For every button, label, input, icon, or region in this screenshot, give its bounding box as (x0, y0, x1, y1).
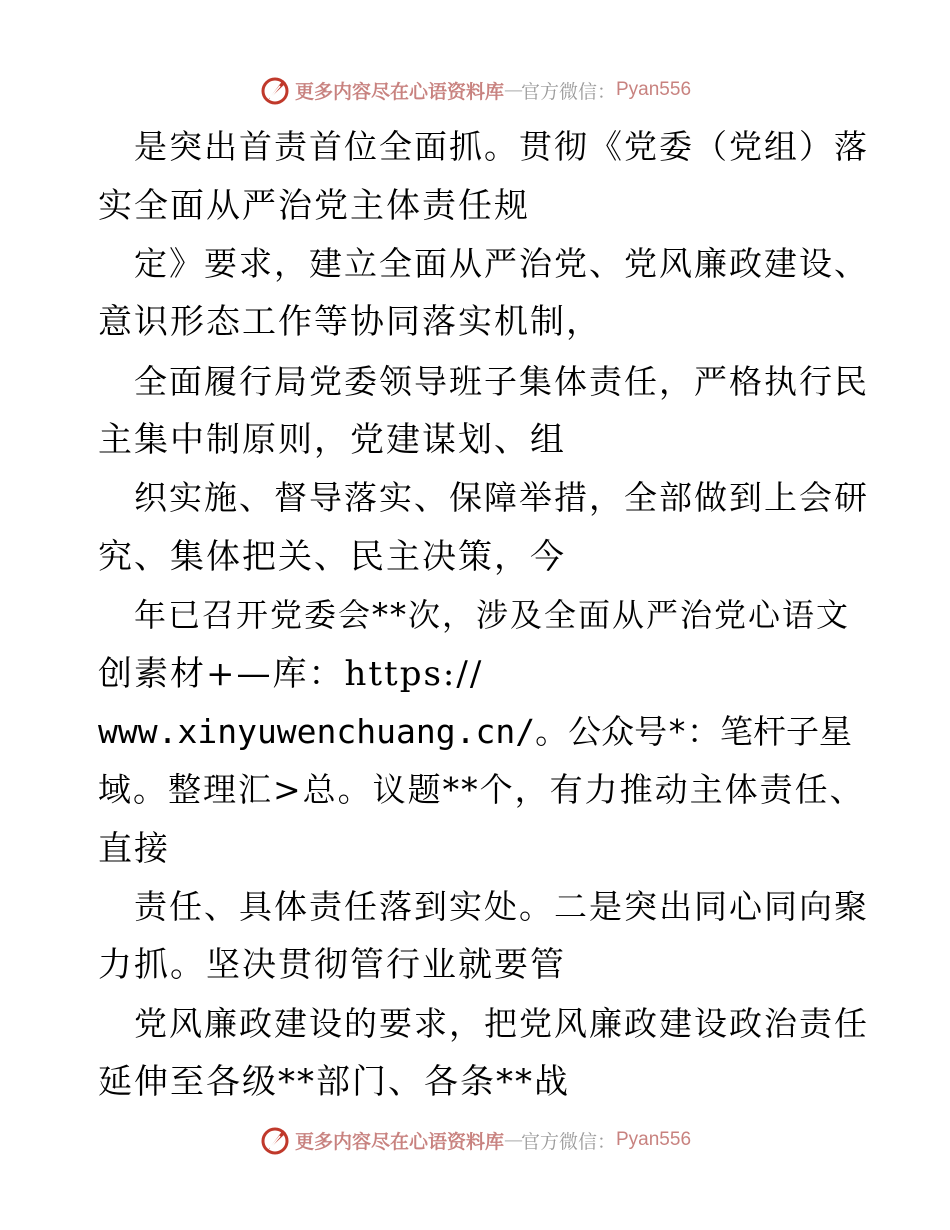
body-line: 究、集体把关、民主决策，今 (98, 537, 566, 577)
body-line: 延伸至各级**部门、各条**战 (98, 1062, 570, 1102)
body-line: 是突出首责首位全面抓。贯彻《党委（党组）落 (134, 127, 869, 166)
body-line: 党风廉政建设的要求，把党风廉政建设政治责任 (134, 1004, 869, 1043)
footer-banner-text: 更多内容尽在心语资料库 (294, 1130, 504, 1153)
body-line: 定》要求，建立全面从严治党、党风廉政建设、 (134, 244, 869, 283)
header-wechat-label: 官方微信： (520, 80, 616, 103)
footer-banner (0, 1120, 950, 1160)
body-line: 力抓。坚决贯彻管行业就要管 (98, 945, 566, 985)
body-line: 域。整理汇>总。议题**个，有力推动主体责任、 (98, 770, 865, 809)
body-line: 创素材+—库：https:// (98, 654, 484, 694)
body-line: 年已召开党委会**次，涉及全面从严治党心语文 (134, 596, 851, 634)
body-line: 直接 (98, 829, 170, 869)
body-line: 主集中制原则，党建谋划、组 (98, 420, 566, 460)
header-banner (0, 70, 950, 110)
header-banner-text: 更多内容尽在心语资料库 (294, 80, 504, 103)
footer-wechat-id: Pyan556 (616, 1129, 692, 1150)
footer-wechat-label: 官方微信： (520, 1130, 616, 1153)
body-line: 实全面从严治党主体责任规 (98, 186, 530, 226)
body-line: 全面履行局党委领导班子集体责任，严格执行民 (134, 362, 869, 401)
body-line-url: www.xinyuwenchuang.cn/。公众号*：笔杆子星 (98, 712, 852, 751)
quill-pen-logo-icon (259, 1124, 291, 1156)
quill-pen-logo-icon (259, 74, 291, 106)
header-wechat-id: Pyan556 (616, 79, 692, 100)
body-line: 责任、具体责任落到实处。二是突出同心同向聚 (134, 887, 869, 926)
header-banner-separator: — (503, 79, 521, 101)
footer-banner-separator: — (503, 1129, 521, 1151)
body-line: 意识形态工作等协同落实机制， (98, 302, 602, 342)
body-line: 织实施、督导落实、保障举措，全部做到上会研 (134, 478, 869, 517)
